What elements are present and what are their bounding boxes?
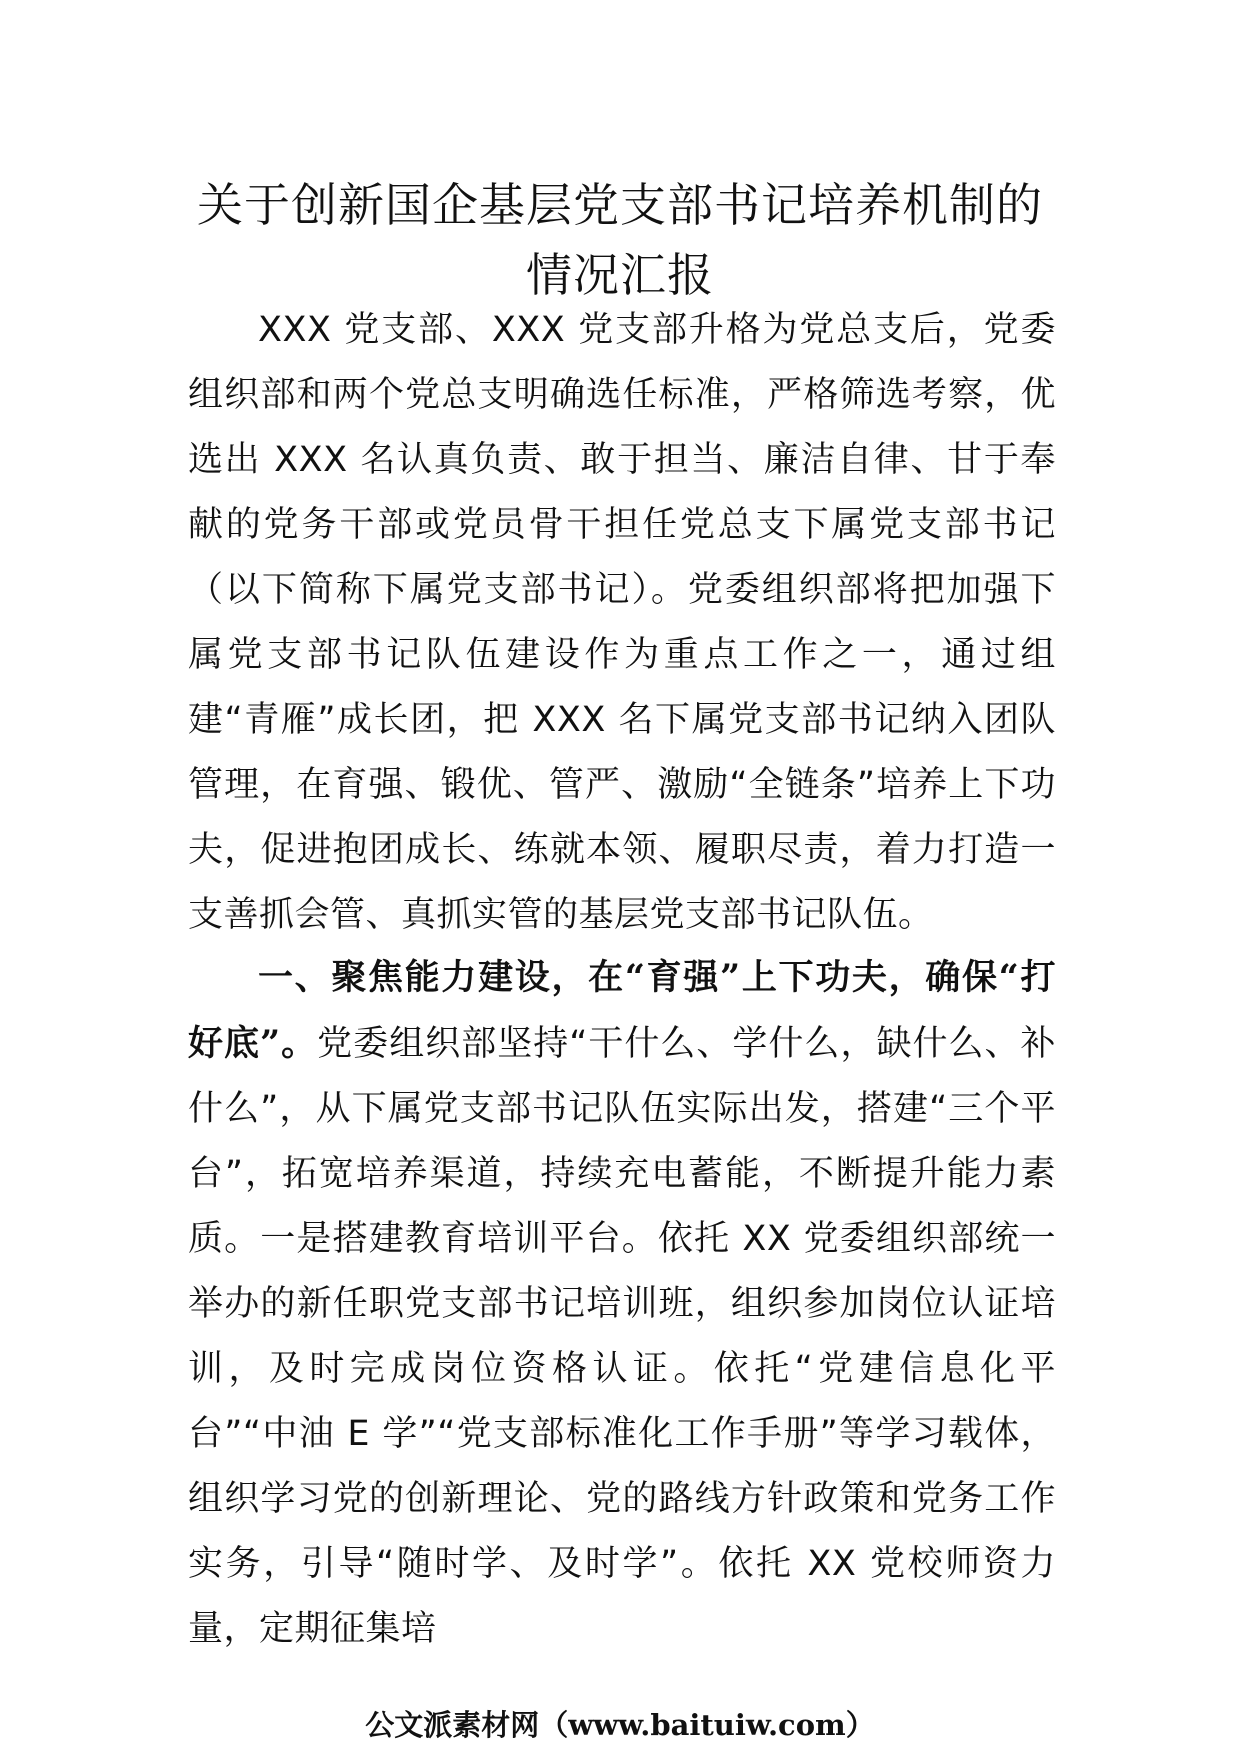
section-1-body: 党委组织部坚持“干什么、学什么，缺什么、补什么”，从下属党支部书记队伍实际出发，搭建“三个平台”，拓宽培养渠道，持续充电蓄能，不断提升能力素质。一是搭建教育培训平台。依托 XX 党委组织部统一举办的新任职党支部书记培训班，组织参加岗位认证培训，及时完成岗位资格认证。依托“党建信息化平台”“中油 E 学”“党支部标准化工作手册”等学习载体，组织学习党的创新理论、党的路线方针政策和党务工作实务，引导“随时学、及时学”。依托 XX 党校师资力量，定期征集培 <box>188 1024 1056 1649</box>
title-line-1: 关于创新国企基层党支部书记培养机制的 <box>197 178 1043 232</box>
title-line-2: 情况汇报 <box>526 248 714 302</box>
footer-watermark: 公文派素材网（www.baituiw.com） <box>365 1708 875 1742</box>
document-title <box>150 170 1090 310</box>
section-1-heading: 一、聚焦能力建设，在“育强”上下功夫，确保“打好底”。 <box>188 957 1056 1064</box>
intro-paragraph: XXX 党支部、XXX 党支部升格为党总支后，党委组织部和两个党总支明确选任标准，严格筛选考察，优选出 XXX 名认真负责、敢于担当、廉洁自律、甘于奉献的党务干部或党员骨干担任党总支下属党支部书记（以下简称下属党支部书记）。党委组织部将把加强下属党支部书记队伍建设作为重点工作之一，通过组建“青雁”成长团，把 XXX 名下属党支部书记纳入团队管理，在育强、锻优、管严、激励“全链条”培养上下功夫，促进抱团成长、练就本领、履职尽责，着力打造一支善抓会管、真抓实管的基层党支部书记队伍。 <box>188 310 1056 935</box>
section-1-paragraph <box>188 945 1056 1662</box>
